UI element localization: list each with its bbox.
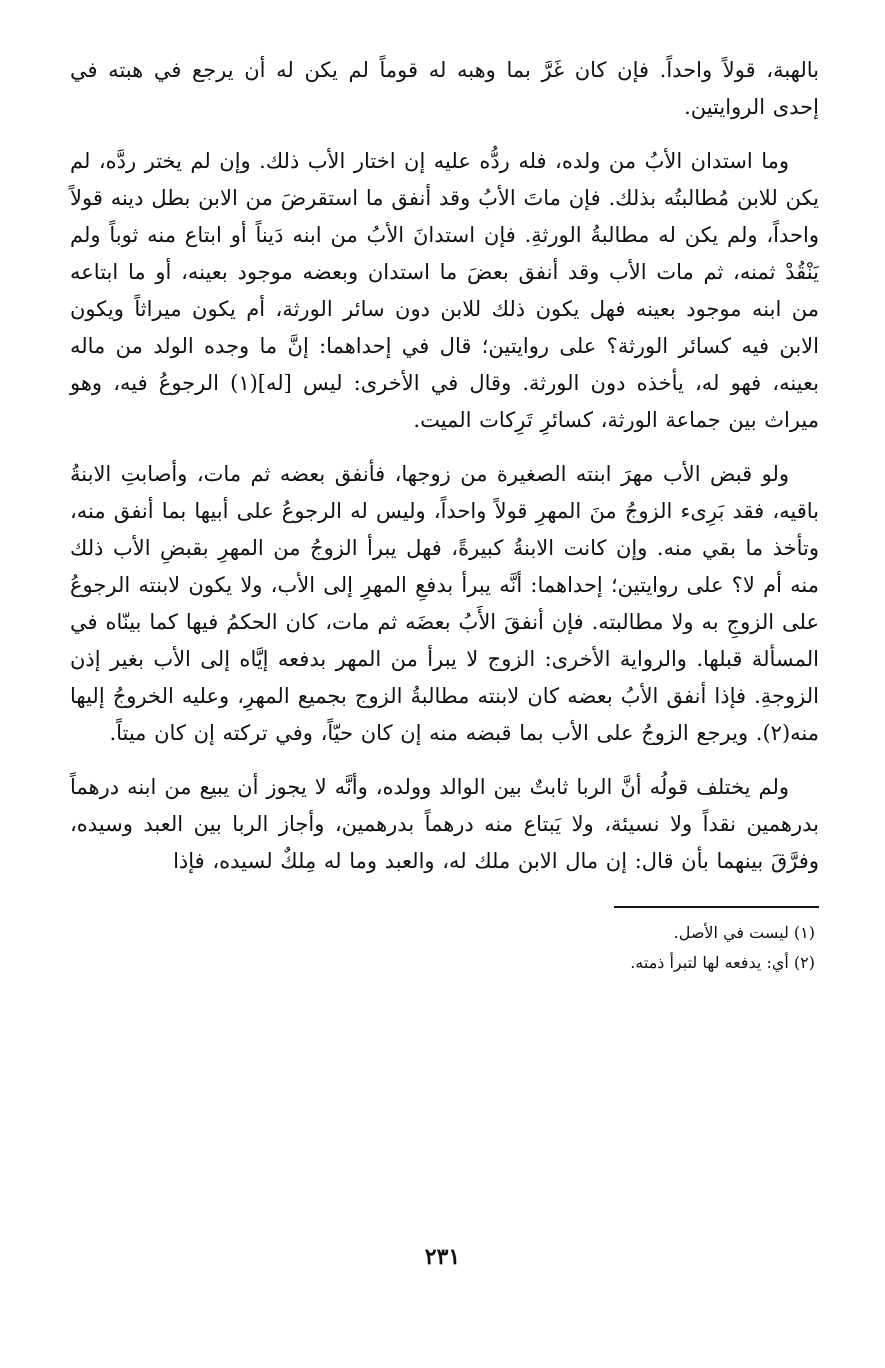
paragraph-1: بالهبة، قولاً واحداً. فإن كان غَرَّ بما وهبه له قوماً لم يكن له أن يرجع في هبته في إحدى الروايتين. — [70, 58, 819, 119]
paragraph-2: وما استدان الأبُ من ولده، فله ردُّه عليه إن اختار الأب ذلك. وإن لم يختر ردَّه، لم يكن للابن مُطالبتُه بذلك. فإن ماتَ الأبُ وقد أنفق ما استقرضَ من الابن بطل دينه قولاً واحداً، ولم يكن له مطالبةُ الورثةِ. فإن استدانَ الأبُ من ابنه دَيناً أو ابتاع منه ثوباً ولم يَنْقُدْ ثمنه، ثم مات الأب وقد أنفق بعضَ ما استدان وبعضه موجود بعينه، أو ما ابتاعه من ابنه موجود بعينه فهل يكون ذلك للابن دون سائر الورثة، أم يكون ميراثاً ويكون الابن فيه كسائر الورثة؟ على روايتين؛ قال في إحداهما: إنَّ ما وجده الولد من ماله بعينه، فهو له، يأخذه دون الورثة. وقال في الأخرى: ليس [له](١) الرجوعُ فيه، وهو ميراث بين جماعة الورثة، كسائرِ تَرِكات الميت. — [70, 149, 819, 432]
paragraph-3: ولو قبض الأب مهرَ ابنته الصغيرة من زوجها، فأنفق بعضه ثم مات، وأصابتِ الابنةُ باقيه، فقد بَرِىء الزوجُ منَ المهرِ قولاً واحداً، وليس له الرجوعُ على أبيها بما أنفق منه، وتأخذ ما بقي منه. وإن كانت الابنةُ كبيرةً، فهل يبرأ الزوجُ من المهرِ بقبضِ الأب ذلك منه أم لا؟ على روايتين؛ إحداهما: أنَّه يبرأ بدفعِ المهرِ إلى الأب، ولا يكون لابنته الرجوعُ على الزوجِ به ولا مطالبته. فإن أنفقَ الأَبُ بعضَه ثم مات، كان الحكمُ فيها كما بينّاه في المسألة قبلها. والرواية الأخرى: الزوج لا يبرأ من المهر بدفعه إيَّاه إلى الأب بغير إذن الزوجةِ. فإذا أنفق الأبُ بعضه كان لابنته مطالبةُ الزوج بجميع المهرِ، وعليه الخروجُ إليها منه(٢). ويرجع الزوجُ على الأب بما قبضه منه إن كان حيّاً، وفي تركته إن كان ميتاً. — [70, 462, 819, 745]
footnote-divider — [614, 906, 819, 908]
footnote-2: (٢) أي: يدفعه لها لتبرأ ذمته. — [630, 953, 815, 972]
paragraph-4: ولم يختلف قولُه أنَّ الربا ثابتٌ بين الوالد وولده، وأنَّه لا يجوز أن يبيع من ابنه درهماً بدرهمين نقداً ولا نسيئة، ولا يَبتاع منه درهماً بدرهمين، وأجاز الربا بين العبد وسيده، وفرَّقَ بينهما بأن قال: إن مال الابن ملك له، والعبد وما له مِلكٌ لسيده، فإذا — [70, 775, 819, 873]
body-text — [70, 52, 819, 880]
page-number: ٢٣١ — [424, 1244, 461, 1270]
footnote-1: (١) ليست في الأصل. — [673, 923, 815, 942]
footnotes — [70, 918, 819, 978]
